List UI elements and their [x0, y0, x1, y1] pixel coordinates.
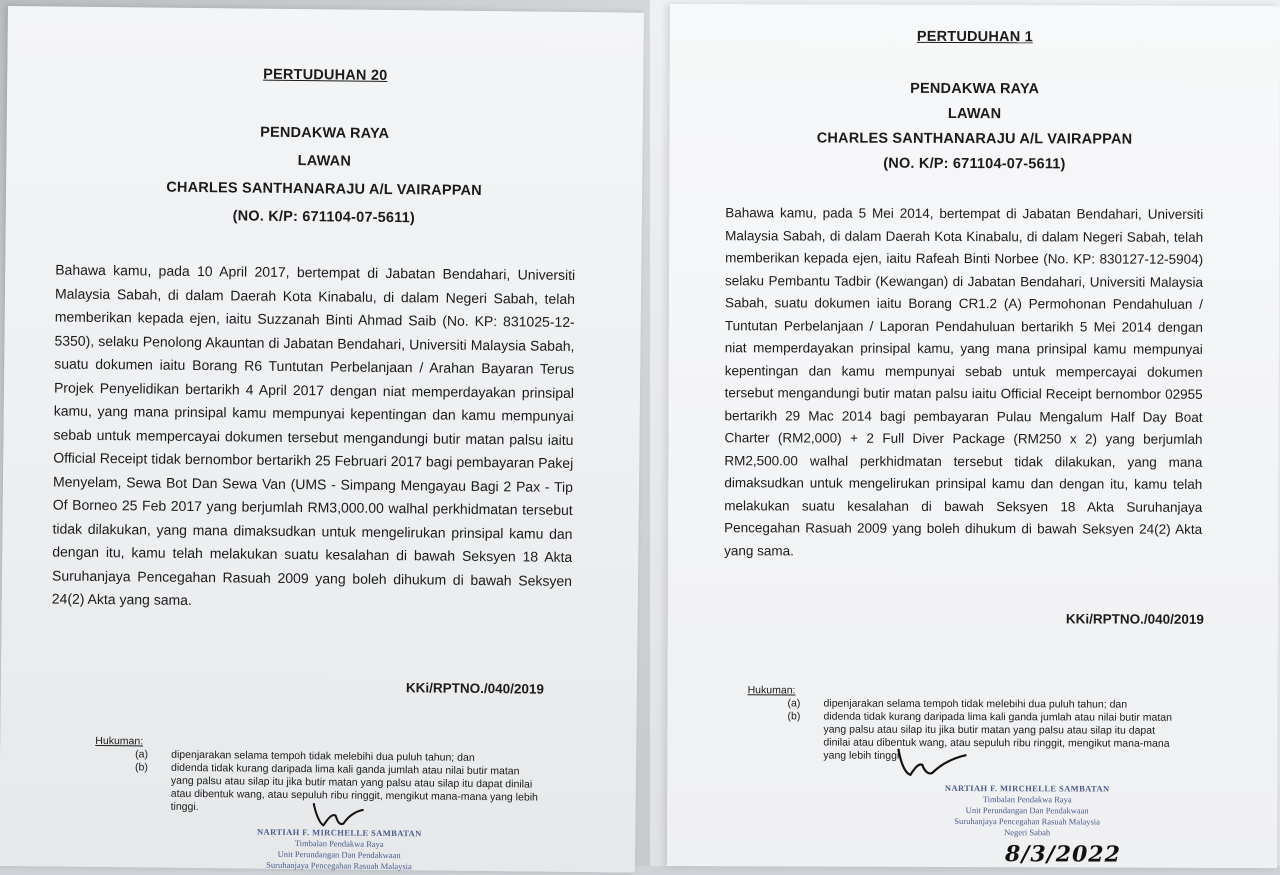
charge-text: Bahawa kamu, pada 10 April 2017, bertempat di Jabatan Bendahari, Universiti Malaysia Sabah, di dalam Daerah Kota Kinabalu, di dalam Negeri Sabah, telah memberikan kepada ejen, iaitu Suzzanah Binti Ahmad Saib (No. KP: 831025-12-5350), selaku Penolong Akauntan di Jabatan Bendahari, Universiti Malaysia Sabah, suatu dokumen iaitu Borang R6 Tuntutan Perbelanjaan / Arahan Bayaran Terus Projek Penyelidikan bertarikh 4 April 2017 dengan niat memperdayakan prinsipal kamu, yang mana prinsipal kamu mempunyai kepentingan dan kamu mempunyai sebab untuk mempercayai dokumen tersebut mengandungi butir matan palsu iaitu Official Receipt tidak bernombor bertarikh 25 Februari 2017 bagi pembayaran Pakej Menyelam, Sewa Bot Dan Sewa Van (UMS - Simpang Mengayau Bagi 2 Pax - Tip Of Borneo 25 Feb 2017 yang berjumlah RM3,000.00 walhal perkhidmatan tersebut tidak dilakukan, yang mana dimaksudkan untuk mengelirukan prinsipal kamu dan dengan itu, kamu telah melakukan suatu kesalahan di bawah Seksyen 18 Akta Suruhanjaya Pencegahan Rasuah 2009 yang boleh dihukum di bawah Seksyen 24(2) Akta yang sama.	[51, 261, 576, 608]
reference-number: KKi/RPTNO./040/2019	[1065, 611, 1204, 627]
stamp-line: Unit Perundangan Dan Pendakwaan	[277, 848, 401, 861]
handwritten-date: 8/3/2022	[1004, 841, 1122, 868]
stamp-line: Suruhanjaya Pencegahan Rasuah Malaysia	[954, 815, 1100, 827]
charge-title: PERTUDUHAN 1	[916, 28, 1033, 46]
accused-ic: (NO. K/P: 671104-07-5611)	[883, 155, 1066, 173]
sentence-title: Hukuman:	[95, 734, 144, 748]
official-stamp	[937, 783, 1117, 839]
sentence-text: dipenjarakan selama tempoh tidak melebihi dua puluh tahun; dan	[171, 748, 475, 764]
charge-text: Bahawa kamu, pada 5 Mei 2014, bertempat di Jabatan Bendahari, Universiti Malaysia Sabah, di dalam Daerah Kota Kinabalu, di dalam Negeri Sabah, telah memberikan kepada ejen, iaitu Rafeah Binti Norbee (No. KP: 830127-12-5904) selaku Pembantu Tadbir (Kewangan) di Jabatan Bendahari, Universiti Malaysia Sabah, suatu dokumen iaitu Borang CR1.2 (A) Permohonan Pendahuluan / Tuntutan Perbelanjaan / Laporan Pendahuluan bertarikh 5 Mei 2014 dengan niat memperdayakan prinsipal kamu, yang mana prinsipal kamu mempunyai kepentingan dan kamu mempunyai sebab untuk mempercayai dokumen tersebut mengandungi butir matan palsu iaitu Official Receipt bernombor 02955 bertarikh 29 Mac 2014 bagi pembayaran Pulau Mengalum Half Day Boat Charter (RM2,000) + 2 Full Diver Package (RM250 x 2) yang berjumlah RM2,500.00 walhal perkhidmatan tersebut tidak dilakukan, yang mana dimaksudkan untuk mengelirukan prinsipal kamu dan dengan itu, kamu telah melakukan suatu kesalahan di bawah Seksyen 18 Akta Suruhanjaya Pencegahan Rasuah 2009 yang boleh dihukum di bawah Seksyen 24(2) Akta yang sama.	[724, 205, 1204, 558]
stamp-line: Negeri Sabah	[1004, 827, 1051, 838]
stamp-line: Suruhanjaya Pencegahan Rasuah Malaysia	[266, 859, 412, 872]
stamp-line: Timbalan Pendakwa Raya	[294, 838, 384, 849]
versus-label: LAWAN	[947, 105, 1002, 123]
sentence-text: didenda tidak kurang daripada lima kali ganda jumlah atau nilai butir matan yang palsu atau silap itu jika butir matan yang palsu atau silap itu dapat dinilai atau dibentuk wang, atau sepuluh ribu ringgit, mengikut mana-mana yang lebih tinggi.	[823, 710, 1173, 762]
sentence-letter: (b)	[134, 761, 148, 774]
accused-name: CHARLES SANTHANARAJU A/L VAIRAPPAN	[166, 179, 482, 199]
sentence-title: Hukuman:	[747, 684, 796, 697]
stamp-name: NARTIAH F. MIRCHELLE SAMBATAN	[944, 782, 1110, 794]
accused-name: CHARLES SANTHANARAJU A/L VAIRAPPAN	[816, 130, 1133, 148]
prosecutor-label: PENDAKWA RAYA	[910, 80, 1040, 98]
stamp-line: Unit Perundangan Dan Pendakwaan	[965, 805, 1089, 816]
charge-sheet-1	[667, 4, 1280, 868]
sentence-text: dipenjarakan selama tempoh tidak melebihi dua puluh tahun; dan	[823, 697, 1128, 711]
charge-title: PERTUDUHAN 20	[263, 66, 388, 84]
sentence-letter: (b)	[787, 710, 801, 723]
reference-number: KKi/RPTNO./040/2019	[405, 680, 545, 697]
prosecutor-label: PENDAKWA RAYA	[260, 124, 390, 142]
stamp-name: NARTIAH F. MIRCHELLE SAMBATAN	[256, 826, 422, 839]
sentence-text: didenda tidak kurang daripada lima kali ganda jumlah atau nilai butir matan yang palsu atau silap itu jika butir matan yang palsu atau silap itu dapat dinilai atau dibentuk wang, atau sepuluh ribu ringgit, mengikut mana-mana yang lebih tinggi.	[170, 761, 538, 814]
stamp-line: Timbalan Pendakwa Raya	[982, 794, 1072, 805]
sentence-letter: (a)	[135, 748, 149, 761]
signature-image	[892, 745, 972, 785]
charge-sheet-20	[0, 6, 644, 873]
sentence-letter: (a)	[787, 697, 801, 710]
versus-label: LAWAN	[297, 153, 352, 170]
accused-ic: (NO. K/P: 671104-07-5611)	[232, 208, 416, 227]
